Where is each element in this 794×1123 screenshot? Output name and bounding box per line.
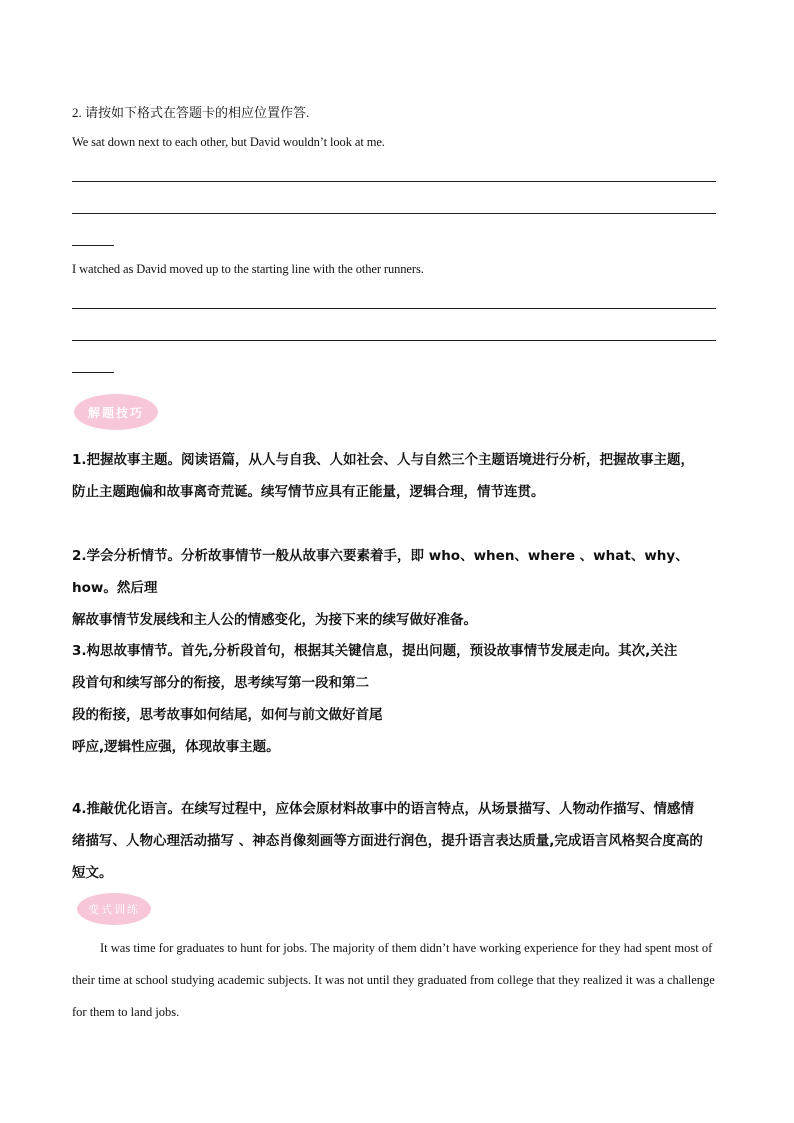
answer-line: [72, 213, 716, 214]
answer-line: [72, 308, 716, 309]
tip-line: 4.推敲优化语言。在续写过程中，应体会原材料故事中的语言特点，从场景描写、人物动作描写、情感情: [72, 801, 695, 817]
prompt-sentence-2: I watched as David moved up to the starting line with the other runners.: [72, 262, 424, 276]
tip-line: 2.学会分析情节。分析故事情节一般从故事六要素着手，即 who、when、where 、what、why、how。然后理: [72, 548, 689, 596]
tip-line: 防止主题跑偏和故事离奇荒诞。续写情节应具有正能量，逻辑合理，情节连贯。: [72, 484, 545, 500]
tip-block-2: [72, 540, 732, 636]
tip-line: 1.把握故事主题。阅读语篇，从人与自我、人如社会、人与自然三个主题语境进行分析，把握故事主题，: [72, 452, 695, 468]
section-badge-practice: 变式训练: [77, 893, 151, 925]
answer-line-end: [72, 245, 114, 246]
tip-block-4: [72, 793, 732, 889]
prompt-sentence-1: We sat down next to each other, but David wouldn’t look at me.: [72, 135, 385, 149]
tip-line: 3.构思故事情节。首先,分析段首句，根据其关键信息，提出问题，预设故事情节发展走向。其次,关注: [72, 643, 678, 659]
answer-line: [72, 181, 716, 182]
tip-line: 短文。: [72, 865, 113, 881]
tip-line: 段的衔接，思考故事如何结尾，如何与前文做好首尾: [72, 707, 383, 723]
tip-line: 解故事情节发展线和主人公的情感变化，为接下来的续写做好准备。: [72, 612, 477, 628]
instruction-text: 2. 请按如下格式在答题卡的相应位置作答.: [72, 105, 310, 120]
tip-line: 段首句和续写部分的衔接，思考续写第一段和第二: [72, 675, 369, 691]
tip-block-3: [72, 635, 732, 763]
answer-line-end: [72, 372, 114, 373]
tip-line: 呼应,逻辑性应强，体现故事主题。: [72, 739, 280, 755]
practice-passage: It was time for graduates to hunt for jobs. The majority of them didn’t have working experience for they had spent most of their time at school studying academic subjects. It was not until they graduated from college that they realized it was a challenge for them to land jobs.: [72, 941, 715, 1019]
section-badge-tips: 解题技巧: [74, 394, 158, 430]
tip-block-1: [72, 444, 732, 508]
tip-line: 绪描写、人物心理活动描写 、神态肖像刻画等方面进行润色，提升语言表达质量,完成语言风格契合度高的: [72, 833, 703, 849]
answer-line: [72, 340, 716, 341]
